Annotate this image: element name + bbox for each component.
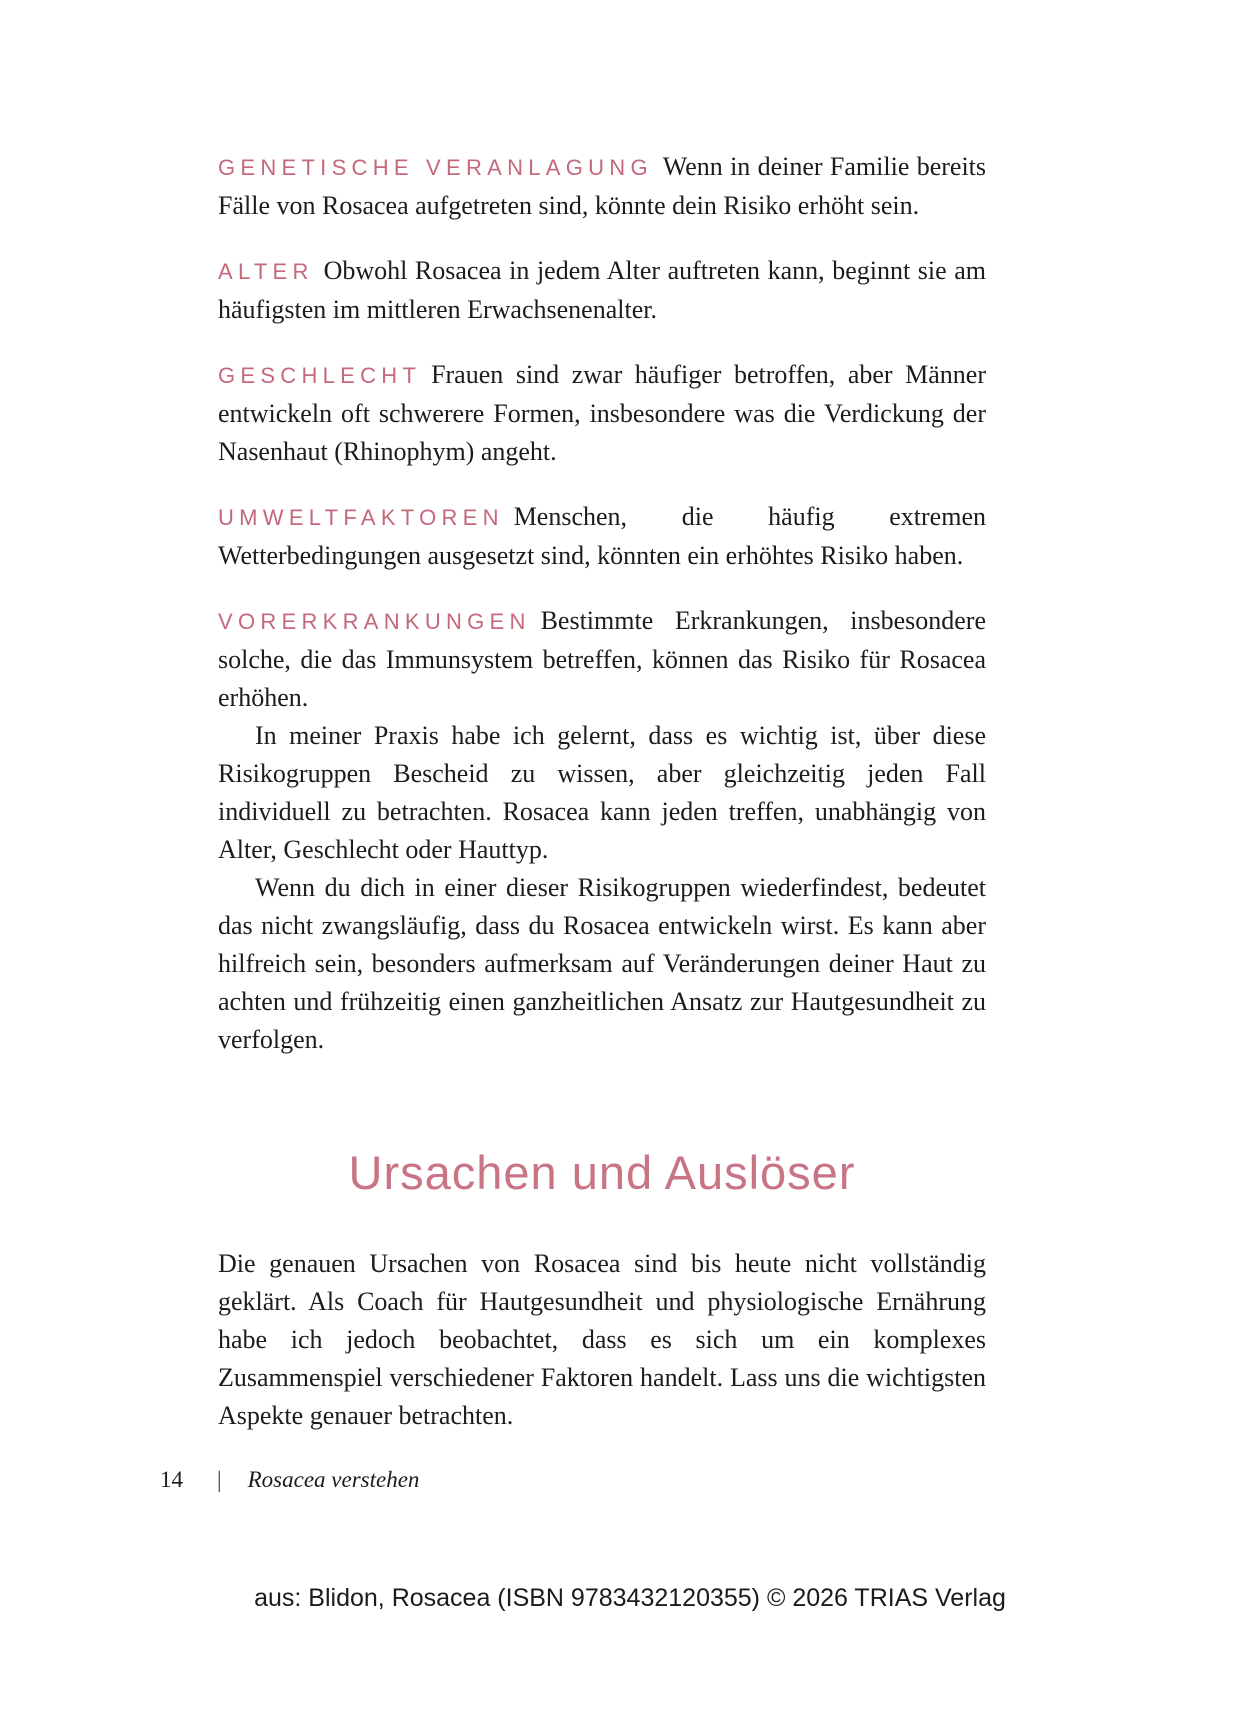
paragraph-praxis: In meiner Praxis habe ich gelernt, dass es wichtig ist, über diese Risikogruppen Bescheid zu wissen, aber gleichzeitig jeden Fall individuell zu betrachten. Rosacea kann jeden treffen, unabhängig von Alter, Geschlecht oder Hauttyp.	[218, 721, 986, 864]
section-text-age: Obwohl Rosacea in jedem Alter auftreten kann, beginnt sie am häufigsten im mittleren Erwachsenenalter.	[218, 256, 986, 324]
section-label-preconditions: VORERKRANKUNGEN	[218, 609, 531, 634]
section-text-genetics: Wenn in deiner Familie bereits Fälle von Rosacea aufgetreten sind, könnte dein Risiko erhöht sein.	[218, 152, 987, 220]
paragraph-risikogruppen: Wenn du dich in einer dieser Risikogruppen wiederfindest, bedeutet das nicht zwangsläufig, dass du Rosacea entwickeln wirst. Es kann aber hilfreich sein, besonders aufmerksam auf Veränderungen deiner Haut zu achten und frühzeitig einen ganzheitlichen Ansatz zur Hautgesundheit zu verfolgen.	[218, 873, 986, 1054]
running-title: Rosacea verstehen	[247, 1467, 420, 1492]
page-content	[218, 148, 986, 1435]
section-label-genetics: GENETISCHE VERANLAGUNG	[218, 155, 653, 180]
section-label-gender: GESCHLECHT	[218, 363, 422, 388]
risk-section-age	[218, 252, 986, 329]
risk-section-genetics	[218, 148, 986, 225]
risk-section-preconditions	[218, 602, 986, 717]
section-text-gender: Frauen sind zwar häufiger betroffen, aber Männer entwickeln oft schwerere Formen, insbesondere was die Verdickung der Nasenhaut (Rhinophym) angeht.	[218, 360, 986, 466]
section-text-environment: Menschen, die häufig extremen Wetterbedingungen ausgesetzt sind, könnten ein erhöhtes Risiko haben.	[218, 502, 986, 570]
page-number: 14	[160, 1467, 183, 1492]
paragraph-intro-ursachen: Die genauen Ursachen von Rosacea sind bis heute nicht vollständig geklärt. Als Coach für Hautgesundheit und physiologische Ernährung habe ich jedoch beobachtet, dass es sich um ein komplexes Zusammenspiel verschiedener Faktoren handelt. Lass uns die wichtigsten Aspekte genauer betrachten.	[218, 1249, 986, 1430]
page-footer	[160, 1467, 419, 1493]
chapter-heading: Ursachen und Auslöser	[348, 1146, 856, 1199]
section-label-age: ALTER	[218, 259, 314, 284]
footer-separator: |	[217, 1467, 222, 1492]
section-label-environment: UMWELTFAKTOREN	[218, 505, 504, 530]
risk-section-gender	[218, 356, 986, 471]
risk-section-environment	[218, 498, 986, 575]
section-text-preconditions: Bestimmte Erkrankungen, insbesondere solche, die das Immunsystem betreffen, können das Risiko für Rosacea erhöhen.	[218, 606, 986, 712]
credit-line: aus: Blidon, Rosacea (ISBN 9783432120355) © 2026 TRIAS Verlag	[254, 1584, 1006, 1612]
